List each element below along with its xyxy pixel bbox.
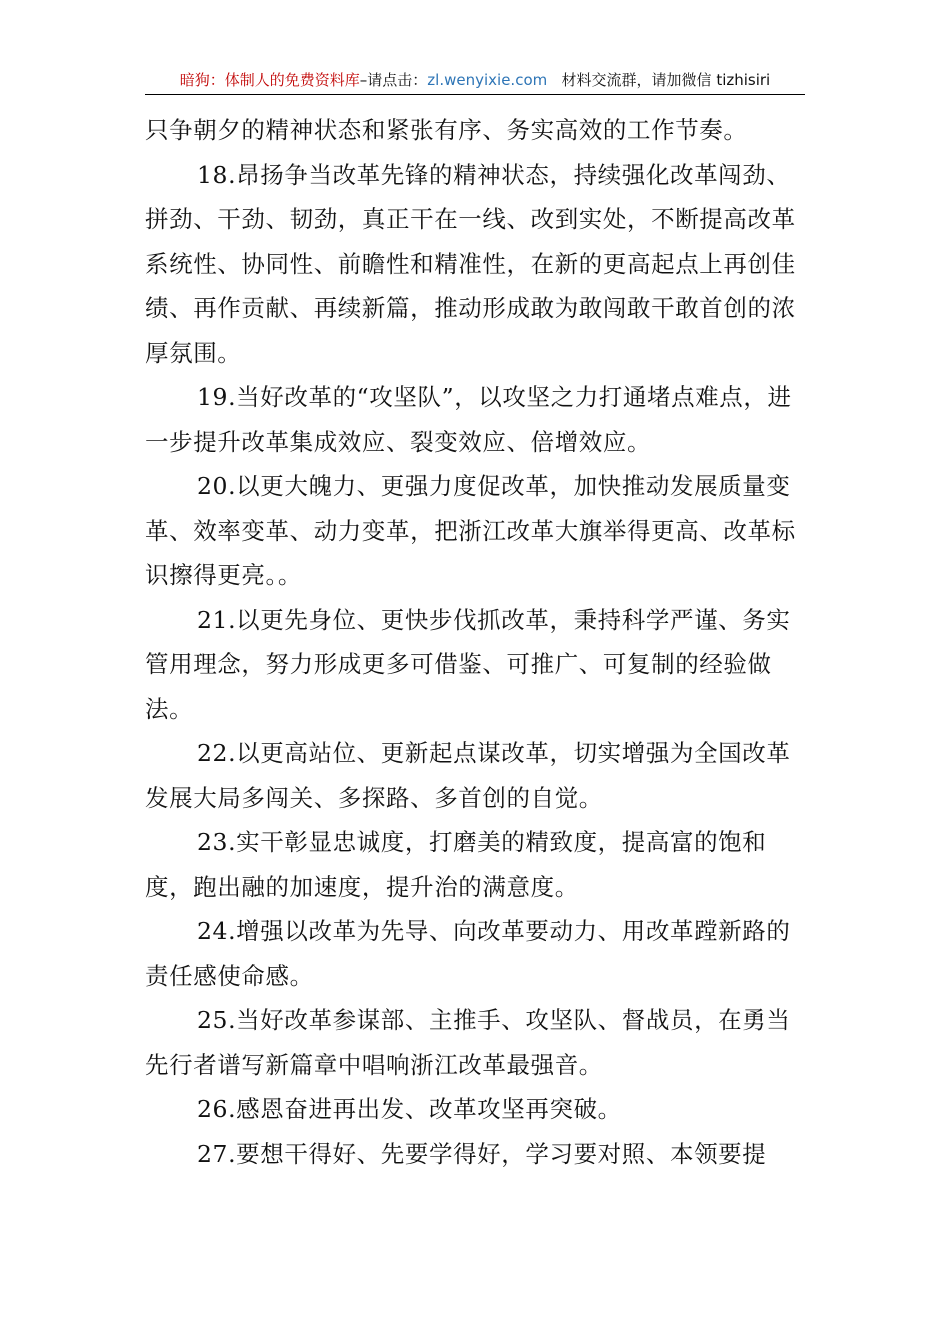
paragraph-continuation: 只争朝夕的精神状态和紧张有序、务实高效的工作节奏。 bbox=[145, 116, 748, 144]
document-body bbox=[145, 108, 807, 1176]
paragraph-24: 24.增强以改革为先导、向改革要动力、用改革蹚新路的责任感使命感。 bbox=[145, 917, 791, 990]
page-header bbox=[145, 68, 805, 95]
header-brand: 暗狗：体制人的免费资料库 bbox=[179, 71, 360, 89]
paragraph-25: 25.当好改革参谋部、主推手、攻坚队、督战员，在勇当先行者谱写新篇章中唱响浙江改革最强音。 bbox=[145, 1006, 791, 1079]
paragraph-20: 20.以更大魄力、更强力度促改革，加快推动发展质量变革、效率变革、动力变革，把浙江改革大旗举得更高、改革标识擦得更亮。。 bbox=[145, 472, 796, 589]
header-click-prefix: –请点击： bbox=[359, 71, 428, 89]
paragraph-18: 18.昂扬争当改革先锋的精神状态，持续强化改革闯劲、拼劲、干劲、韧劲，真正干在一线、改到实处，不断提高改革系统性、协同性、前瞻性和精准性，在新的更高起点上再创佳绩、再作贡献、再续新篇，推动形成敢为敢闯敢干敢首创的浓厚氛围。 bbox=[145, 160, 796, 367]
header-url-link[interactable]: zl.wenyixie.com bbox=[427, 71, 548, 89]
paragraph-23: 23.实干彰显忠诚度，打磨美的精致度，提高富的饱和度，跑出融的加速度，提升治的满意度。 bbox=[145, 828, 767, 901]
paragraph-19: 19.当好改革的“攻坚队”，以攻坚之力打通堵点难点，进一步提升改革集成效应、裂变效应、倍增效应。 bbox=[145, 383, 792, 456]
header-wechat-note: 材料交流群，请加微信 tizhisiri bbox=[561, 71, 771, 89]
paragraph-21: 21.以更先身位、更快步伐抓改革，秉持科学严谨、务实管用理念，努力形成更多可借鉴、可推广、可复制的经验做法。 bbox=[145, 605, 791, 723]
paragraph-27: 27.要想干得好、先要学得好，学习要对照、本领要提 bbox=[197, 1139, 767, 1168]
paragraph-22: 22.以更高站位、更新起点谋改革，切实增强为全国改革发展大局多闯关、多探路、多首创的自觉。 bbox=[145, 739, 791, 812]
paragraph-26: 26.感恩奋进再出发、改革攻坚再突破。 bbox=[197, 1095, 622, 1123]
